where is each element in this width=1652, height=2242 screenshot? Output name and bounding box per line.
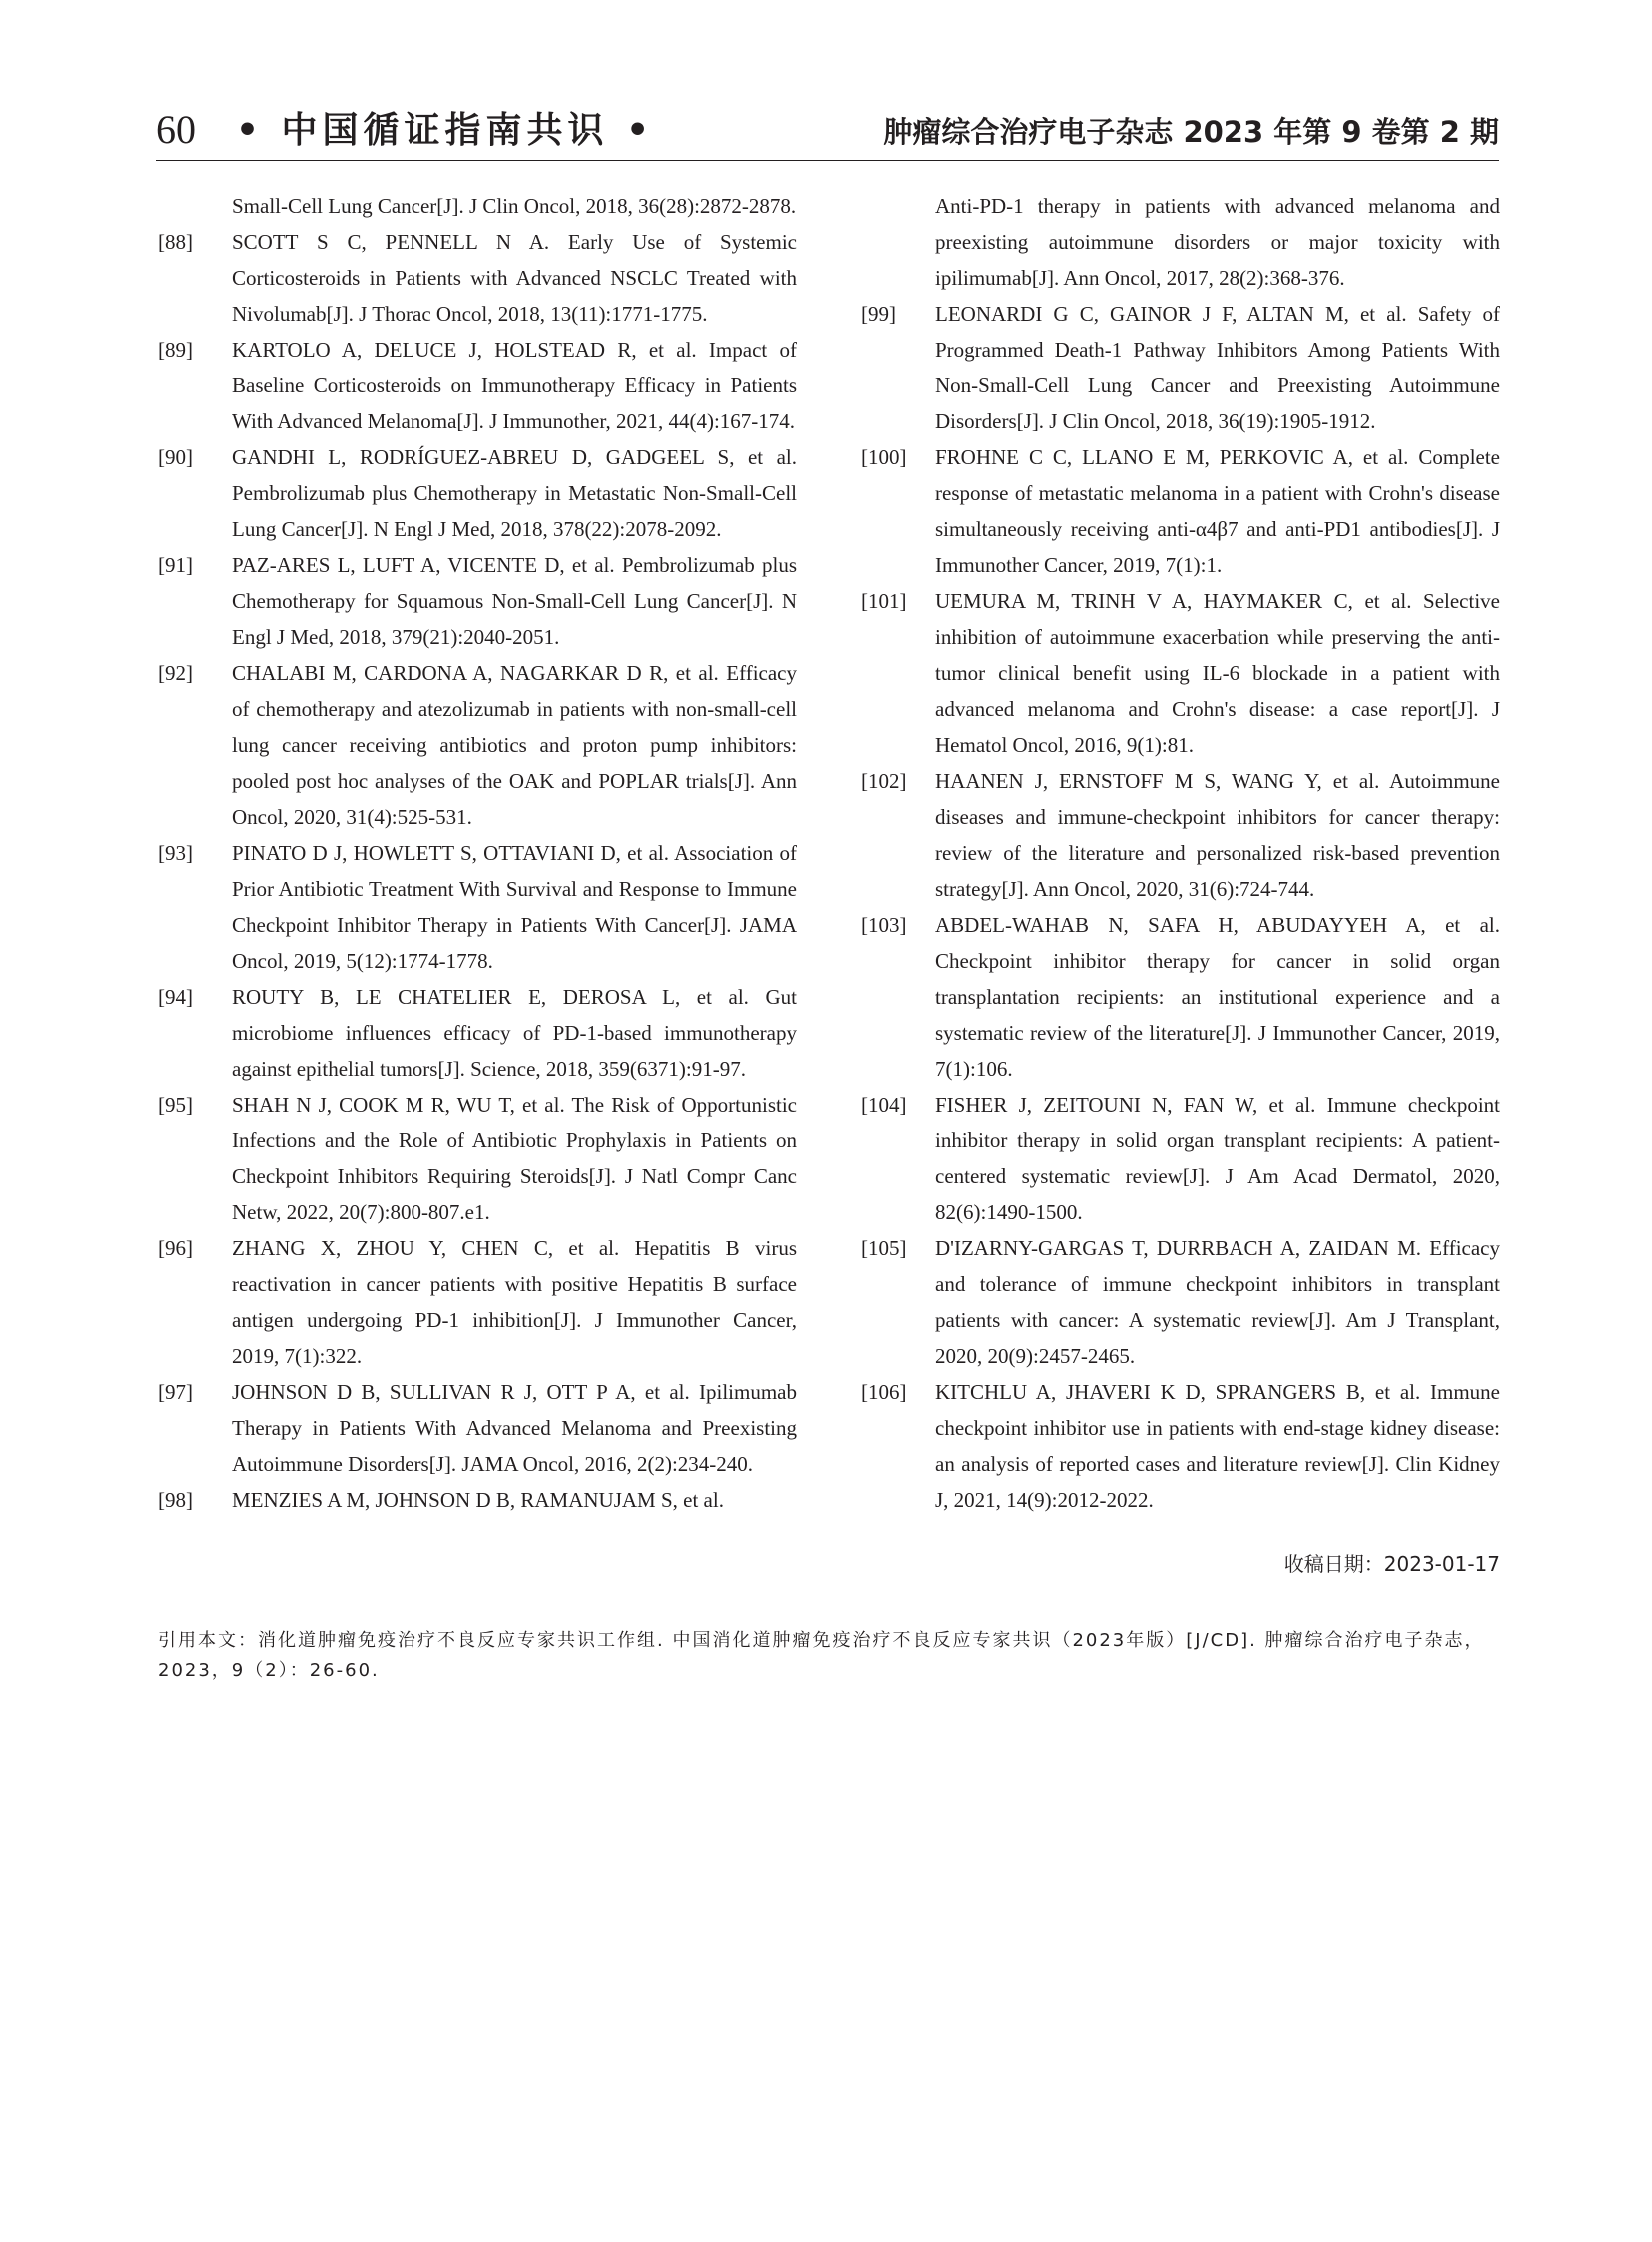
reference-text: LEONARDI G C, GAINOR J F, ALTAN M, et al. Safety of Programmed Death-1 Pathway Inhibitors Among Patients With Non-Small-Cell Lung Cancer and Preexisting Autoimmune Disorders[J]. J Clin Oncol, 2018, 36(19):1905-1912.: [935, 302, 1500, 433]
reference-text: JOHNSON D B, SULLIVAN R J, OTT P A, et al. Ipilimumab Therapy in Patients With Advanced Melanoma and Preexisting Autoimmune Disorders[J]. JAMA Oncol, 2016, 2(2):234-240.: [232, 1380, 797, 1476]
reference-text: SCOTT S C, PENNELL N A. Early Use of Systemic Corticosteroids in Patients with Advanced NSCLC Treated with Nivolumab[J]. J Thorac Oncol, 2018, 13(11):1771-1775.: [232, 230, 797, 326]
reference-number: [91]: [158, 553, 193, 577]
reference-item: [861, 907, 1500, 1087]
reference-text: UEMURA M, TRINH V A, HAYMAKER C, et al. Selective inhibition of autoimmune exacerbation while preserving the anti-tumor clinical benefit using IL-6 blockade in a patient with advanced melanoma and Crohn's disease: a case report[J]. J Hematol Oncol, 2016, 9(1):81.: [935, 589, 1500, 757]
reference-number: [89]: [158, 338, 193, 362]
reference-number: [104]: [861, 1093, 907, 1117]
reference-number: [106]: [861, 1380, 907, 1404]
reference-number: [99]: [861, 302, 896, 326]
section-title: • 中国循证指南共识 •: [236, 110, 655, 151]
reference-text: GANDHI L, RODRÍGUEZ-ABREU D, GADGEEL S, et al. Pembrolizumab plus Chemotherapy in Metastatic Non-Small-Cell Lung Cancer[J]. N Engl J Med, 2018, 378(22):2078-2092.: [232, 445, 797, 541]
reference-item: [158, 979, 797, 1087]
reference-item: [861, 439, 1500, 583]
reference-item: [861, 1374, 1500, 1518]
received-date: 收稿日期：2023-01-17: [1283, 1552, 1500, 1576]
reference-item: [158, 439, 797, 547]
reference-number: [105]: [861, 1236, 907, 1260]
reference-number: [92]: [158, 661, 193, 685]
reference-text: D'IZARNY-GARGAS T, DURRBACH A, ZAIDAN M. Efficacy and tolerance of immune checkpoint inhibitors in transplant patients with cancer: A systematic review[J]. Am J Transplant, 2020, 20(9):2457-2465.: [935, 1236, 1500, 1368]
reference-list-left: [158, 224, 797, 1518]
reference-text: KITCHLU A, JHAVERI K D, SPRANGERS B, et al. Immune checkpoint inhibitor use in patients with end-stage kidney disease: an analysis of reported cases and literature review[J]. Clin Kidney J, 2021, 14(9):2012-2022.: [935, 1380, 1500, 1512]
reference-item: [861, 583, 1500, 763]
reference-number: [101]: [861, 589, 907, 613]
page-number: 60: [156, 107, 196, 152]
reference-number: [94]: [158, 985, 193, 1009]
running-header: [156, 106, 1499, 161]
reference-item: [861, 296, 1500, 439]
reference-list-right: [861, 296, 1500, 1518]
references-left-column: [158, 188, 797, 1518]
reference-number: [102]: [861, 769, 907, 793]
reference-text: KARTOLO A, DELUCE J, HOLSTEAD R, et al. Impact of Baseline Corticosteroids on Immunotherapy Efficacy in Patients With Advanced Melanoma[J]. J Immunother, 2021, 44(4):167-174.: [232, 338, 797, 433]
journal-issue: 肿瘤综合治疗电子杂志 2023 年第 9 卷第 2 期: [883, 115, 1499, 149]
reference-item: [861, 1087, 1500, 1230]
reference-number: [97]: [158, 1380, 193, 1404]
reference-item: [158, 655, 797, 835]
reference-number: [98]: [158, 1488, 193, 1512]
reference-text: SHAH N J, COOK M R, WU T, et al. The Risk of Opportunistic Infections and the Role of Antibiotic Prophylaxis in Patients on Checkpoint Inhibitors Requiring Steroids[J]. J Natl Compr Canc Netw, 2022, 20(7):800-807.e1.: [232, 1093, 797, 1224]
reference-item: [158, 332, 797, 439]
reference-item: [158, 1230, 797, 1374]
reference-item: [158, 1087, 797, 1230]
reference-item: [158, 1482, 797, 1518]
reference-continuation: Anti-PD-1 therapy in patients with advanced melanoma and preexisting autoimmune disorders or major toxicity with ipilimumab[J]. Ann Oncol, 2017, 28(2):368-376.: [935, 194, 1500, 290]
reference-text: HAANEN J, ERNSTOFF M S, WANG Y, et al. Autoimmune diseases and immune-checkpoint inhibitors for cancer therapy: review of the literature and personalized risk-based prevention strategy[J]. Ann Oncol, 2020, 31(6):724-744.: [935, 769, 1500, 901]
reference-number: [93]: [158, 841, 193, 865]
reference-number: [96]: [158, 1236, 193, 1260]
reference-number: [90]: [158, 445, 193, 469]
reference-text: PINATO D J, HOWLETT S, OTTAVIANI D, et al. Association of Prior Antibiotic Treatment With Survival and Response to Immune Checkpoint Inhibitor Therapy in Patients With Cancer[J]. JAMA Oncol, 2019, 5(12):1774-1778.: [232, 841, 797, 973]
citation-note: 引用本文：消化道肿瘤免疫治疗不良反应专家共识工作组. 中国消化道肿瘤免疫治疗不良反应专家共识（2023年版）[J/CD]. 肿瘤综合治疗电子杂志，2023，9（2）：26-60.: [158, 1630, 1485, 1681]
reference-text: PAZ-ARES L, LUFT A, VICENTE D, et al. Pembrolizumab plus Chemotherapy for Squamous Non-Small-Cell Lung Cancer[J]. N Engl J Med, 2018, 379(21):2040-2051.: [232, 553, 797, 649]
reference-item: [861, 1230, 1500, 1374]
reference-text: FISHER J, ZEITOUNI N, FAN W, et al. Immune checkpoint inhibitor therapy in solid organ transplant recipients: A patient-centered systematic review[J]. J Am Acad Dermatol, 2020, 82(6):1490-1500.: [935, 1093, 1500, 1224]
references-right-column: [861, 188, 1500, 1582]
reference-item: [158, 835, 797, 979]
reference-item: [158, 547, 797, 655]
reference-continuation: Small-Cell Lung Cancer[J]. J Clin Oncol, 2018, 36(28):2872-2878.: [232, 194, 797, 218]
reference-number: [88]: [158, 230, 193, 254]
reference-text: ROUTY B, LE CHATELIER E, DEROSA L, et al. Gut microbiome influences efficacy of PD-1-based immunotherapy against epithelial tumors[J]. Science, 2018, 359(6371):91-97.: [232, 985, 797, 1081]
reference-item: [158, 224, 797, 332]
reference-text: MENZIES A M, JOHNSON D B, RAMANUJAM S, et al.: [232, 1488, 724, 1512]
reference-text: CHALABI M, CARDONA A, NAGARKAR D R, et al. Efficacy of chemotherapy and atezolizumab in patients with non-small-cell lung cancer receiving antibiotics and proton pump inhibitors: pooled post hoc analyses of the OAK and POPLAR trials[J]. Ann Oncol, 2020, 31(4):525-531.: [232, 661, 797, 829]
reference-number: [100]: [861, 445, 907, 469]
reference-item: [158, 1374, 797, 1482]
reference-text: ABDEL-WAHAB N, SAFA H, ABUDAYYEH A, et al. Checkpoint inhibitor therapy for cancer in solid organ transplantation recipients: an institutional experience and a systematic review of the literature[J]. J Immunother Cancer, 2019, 7(1):106.: [935, 913, 1500, 1081]
reference-number: [95]: [158, 1093, 193, 1117]
reference-number: [103]: [861, 913, 907, 937]
reference-text: FROHNE C C, LLANO E M, PERKOVIC A, et al. Complete response of metastatic melanoma in a patient with Crohn's disease simultaneously receiving anti-α4β7 and anti-PD1 antibodies[J]. J Immunother Cancer, 2019, 7(1):1.: [935, 445, 1500, 577]
reference-item: [861, 763, 1500, 907]
reference-text: ZHANG X, ZHOU Y, CHEN C, et al. Hepatitis B virus reactivation in cancer patients with positive Hepatitis B surface antigen undergoing PD-1 inhibition[J]. J Immunother Cancer, 2019, 7(1):322.: [232, 1236, 797, 1368]
